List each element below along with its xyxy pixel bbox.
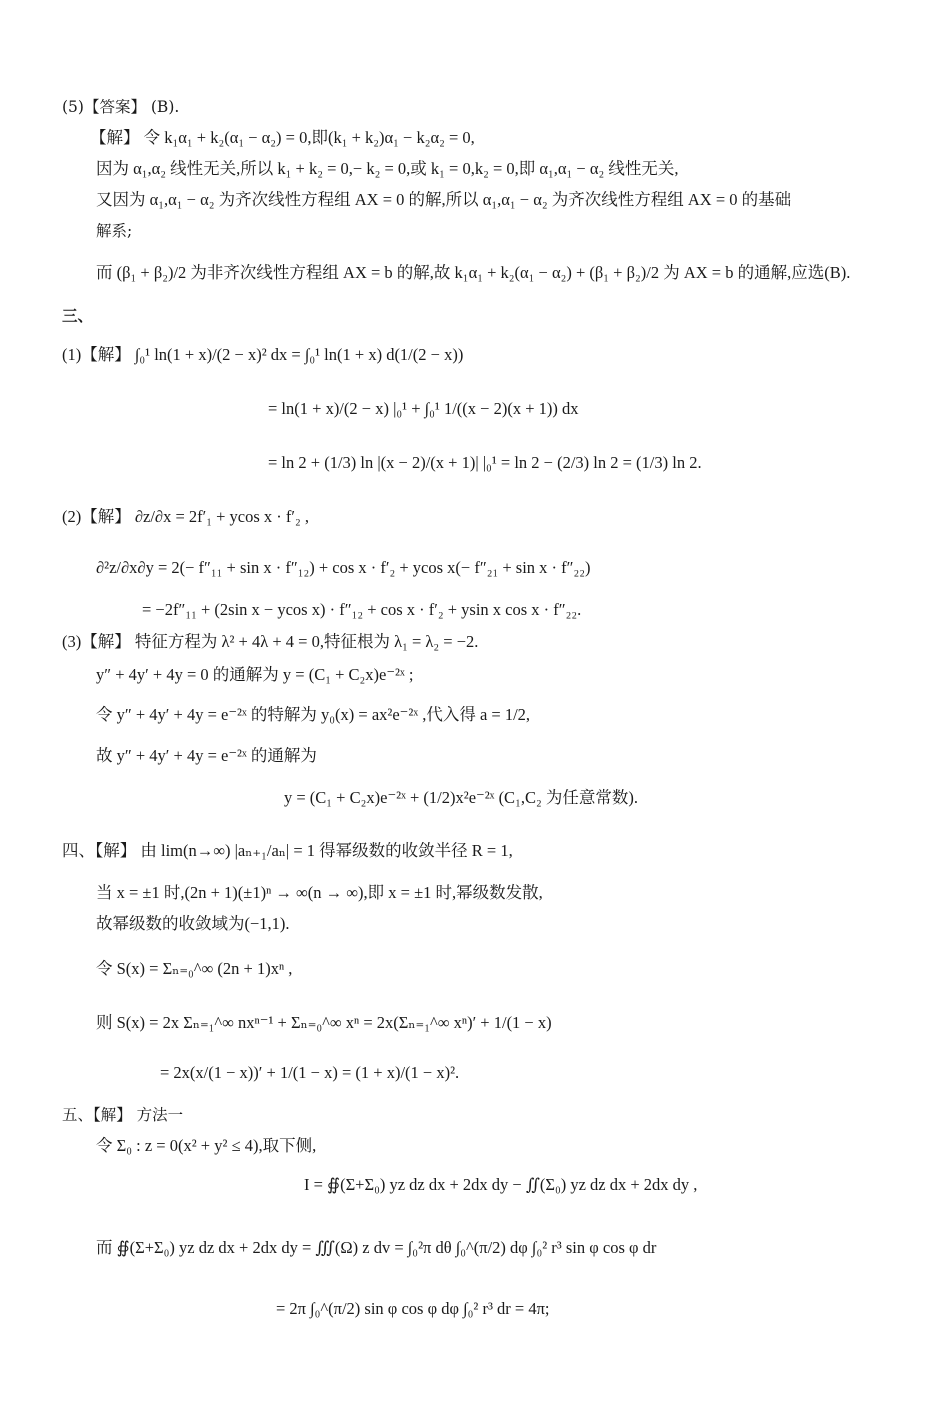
q3-1-line-3: = ln 2 + (1/3) ln |(x − 2)/(x + 1)| |₀¹ = ln 2 − (2/3) ln 2 = (1/3) ln 2. bbox=[268, 453, 702, 472]
q4-line-3: 故幂级数的收敛域为(−1,1). bbox=[96, 914, 290, 933]
q5b-line-3: I = ∯(Σ+Σ₀) yz dz dx + 2dx dy − ∬(Σ₀) yz dz dx + 2dx dy , bbox=[304, 1175, 698, 1194]
q5b-line-5: = 2π ∫₀^(π/2) sin φ cos φ dφ ∫₀² r³ dr = 4π; bbox=[276, 1299, 550, 1318]
q5-method-one-heading: 五、【解】 方法一 bbox=[62, 1106, 184, 1124]
q3-3-line-4: 故 y″ + 4y′ + 4y = e⁻²ˣ 的通解为 bbox=[96, 746, 317, 765]
q4-line-2: 当 x = ±1 时,(2n + 1)(±1)ⁿ → ∞(n → ∞),即 x = ±1 时,幂级数发散, bbox=[96, 883, 543, 902]
q3-1-line-1: (1)【解】 ∫₀¹ ln(1 + x)/(2 − x)² dx = ∫₀¹ ln(1 + x) d(1/(2 − x)) bbox=[62, 345, 464, 364]
q3-3-line-5: y = (C₁ + C₂x)e⁻²ˣ + (1/2)x²e⁻²ˣ (C₁,C₂ 为任意常数). bbox=[284, 788, 638, 807]
q5-solution-line-4: 解系; bbox=[96, 222, 133, 240]
q3-2-line-1: (2)【解】 ∂z/∂x = 2f′₁ + ycos x · f′₂ , bbox=[62, 507, 310, 526]
q5-solution-line-2: 因为 α₁,α₂ 线性无关,所以 k₁ + k₂ = 0,− k₂ = 0,或 k₁ = 0,k₂ = 0,即 α₁,α₁ − α₂ 线性无关, bbox=[96, 159, 679, 178]
q4-line-5: 则 S(x) = 2x Σₙ₌₁^∞ nxⁿ⁻¹ + Σₙ₌₀^∞ xⁿ = 2x(Σₙ₌₁^∞ xⁿ)′ + 1/(1 − x) bbox=[96, 1013, 552, 1032]
q3-3-line-1: (3)【解】 特征方程为 λ² + 4λ + 4 = 0,特征根为 λ₁ = λ₂ = −2. bbox=[62, 632, 479, 651]
q5b-line-4: 而 ∯(Σ+Σ₀) yz dz dx + 2dx dy = ∭(Ω) z dv = ∫₀²π dθ ∫₀^(π/2) dφ ∫₀² r³ sin φ cos φ dr bbox=[96, 1238, 657, 1257]
section-three-heading: 三、 bbox=[62, 306, 94, 325]
q3-1-line-2: = ln(1 + x)/(2 − x) |₀¹ + ∫₀¹ 1/((x − 2)(x + 1)) dx bbox=[268, 399, 579, 418]
q4-line-4: 令 S(x) = Σₙ₌₀^∞ (2n + 1)xⁿ , bbox=[96, 959, 293, 978]
q5-solution-line-5: 而 (β₁ + β₂)/2 为非齐次线性方程组 AX = b 的解,故 k₁α₁ + k₂(α₁ − α₂) + (β₁ + β₂)/2 为 AX = b 的通解,应选(B). bbox=[96, 263, 851, 282]
q5-solution-line-1: 【解】 令 k₁α₁ + k₂(α₁ − α₂) = 0,即(k₁ + k₂)α₁ − k₂α₂ = 0, bbox=[90, 128, 475, 147]
q3-2-line-3: = −2f″₁₁ + (2sin x − ycos x) · f″₁₂ + cos x · f′₂ + ysin x cos x · f″₂₂. bbox=[142, 600, 582, 619]
q4-line-1: 四、【解】 由 lim(n→∞) |aₙ₊₁/aₙ| = 1 得幂级数的收敛半径 R = 1, bbox=[62, 841, 513, 860]
q5b-line-2: 令 Σ₀ : z = 0(x² + y² ≤ 4),取下侧, bbox=[96, 1136, 317, 1155]
q5-solution-line-3: 又因为 α₁,α₁ − α₂ 为齐次线性方程组 AX = 0 的解,所以 α₁,α₁ − α₂ 为齐次线性方程组 AX = 0 的基础 bbox=[96, 190, 792, 209]
q3-3-line-3: 令 y″ + 4y′ + 4y = e⁻²ˣ 的特解为 y₀(x) = ax²e⁻²ˣ ,代入得 a = 1/2, bbox=[96, 705, 531, 724]
q5-heading: (5)【答案】 (B). bbox=[62, 98, 180, 116]
q3-3-line-2: y″ + 4y′ + 4y = 0 的通解为 y = (C₁ + C₂x)e⁻²ˣ ; bbox=[96, 665, 414, 684]
q4-line-6: = 2x(x/(1 − x))′ + 1/(1 − x) = (1 + x)/(1 − x)². bbox=[160, 1063, 460, 1082]
q3-2-line-2: ∂²z/∂x∂y = 2(− f″₁₁ + sin x · f″₁₂) + cos x · f′₂ + ycos x(− f″₂₁ + sin x · f″₂₂) bbox=[96, 558, 591, 577]
